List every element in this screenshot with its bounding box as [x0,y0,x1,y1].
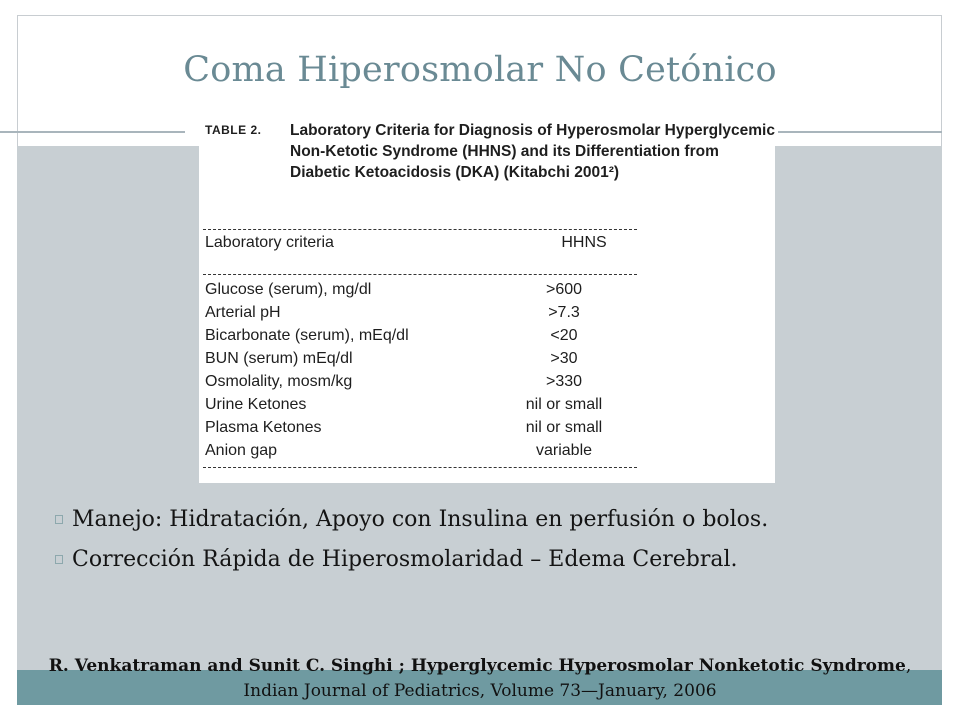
slide-title: Coma Hiperosmolar No Cetónico [183,50,777,90]
table-row [205,327,635,350]
table-top-rule [203,229,637,230]
table-row [205,281,635,304]
table-bottom-rule [203,467,637,468]
column-header-hhns: HHNS [561,234,607,251]
table-row [205,373,635,396]
row-criteria: Anion gap [205,442,278,459]
citation [20,654,940,704]
table-body [205,281,635,465]
row-criteria: Glucose (serum), mg/dl [205,281,372,298]
row-value: <20 [550,327,578,344]
bullet-marker-icon [55,515,63,524]
row-criteria: Plasma Ketones [205,419,322,436]
row-value: variable [535,442,593,459]
bullet-marker-icon [55,555,63,564]
table-row [205,442,635,465]
row-value: >330 [545,373,583,390]
citation-authors-title: R. Venkatraman and Sunit C. Singhi ; Hyperglycemic Hyperosmolar Nonketotic Syndrome [48,656,906,676]
bullet-text: Corrección Rápida de Hiperosmolaridad – Edema Cerebral. [72,547,738,572]
bullet-item [55,505,915,535]
table-row [205,304,635,327]
row-criteria: Bicarbonate (serum), mEq/dl [205,327,409,344]
table-row [205,419,635,442]
row-value: nil or small [525,396,603,413]
row-criteria: BUN (serum) mEq/dl [205,350,353,367]
title-divider-right [778,131,942,133]
row-value: >600 [545,281,583,298]
bullet-list [55,505,915,585]
row-value: >7.3 [548,304,580,321]
table-header-rule [203,274,637,275]
table-row [205,350,635,373]
row-value: nil or small [525,419,603,436]
bullet-text: Manejo: Hidratación, Apoyo con Insulina en perfusión o bolos. [72,507,769,532]
row-criteria: Arterial pH [205,304,281,321]
row-criteria: Osmolality, mosm/kg [205,373,353,390]
title-divider-left [0,131,185,133]
citation-journal: , Indian Journal of Pediatrics, Volume 73—January, 2006 [243,656,912,701]
lab-criteria-table [199,113,775,483]
table-caption-text: Laboratory Criteria for Diagnosis of Hyperosmolar Hyperglycemic Non-Ketotic Syndrome (HHNS) and its Differentiation from Diabetic Ketoacidosis (DKA) (Kitabchi 2001²) [290,122,775,181]
row-value: >30 [550,350,578,367]
row-criteria: Urine Ketones [205,396,307,413]
bullet-item [55,545,915,575]
column-header-criteria: Laboratory criteria [205,234,334,251]
table-label: TABLE 2. [205,123,262,137]
table-row [205,396,635,419]
